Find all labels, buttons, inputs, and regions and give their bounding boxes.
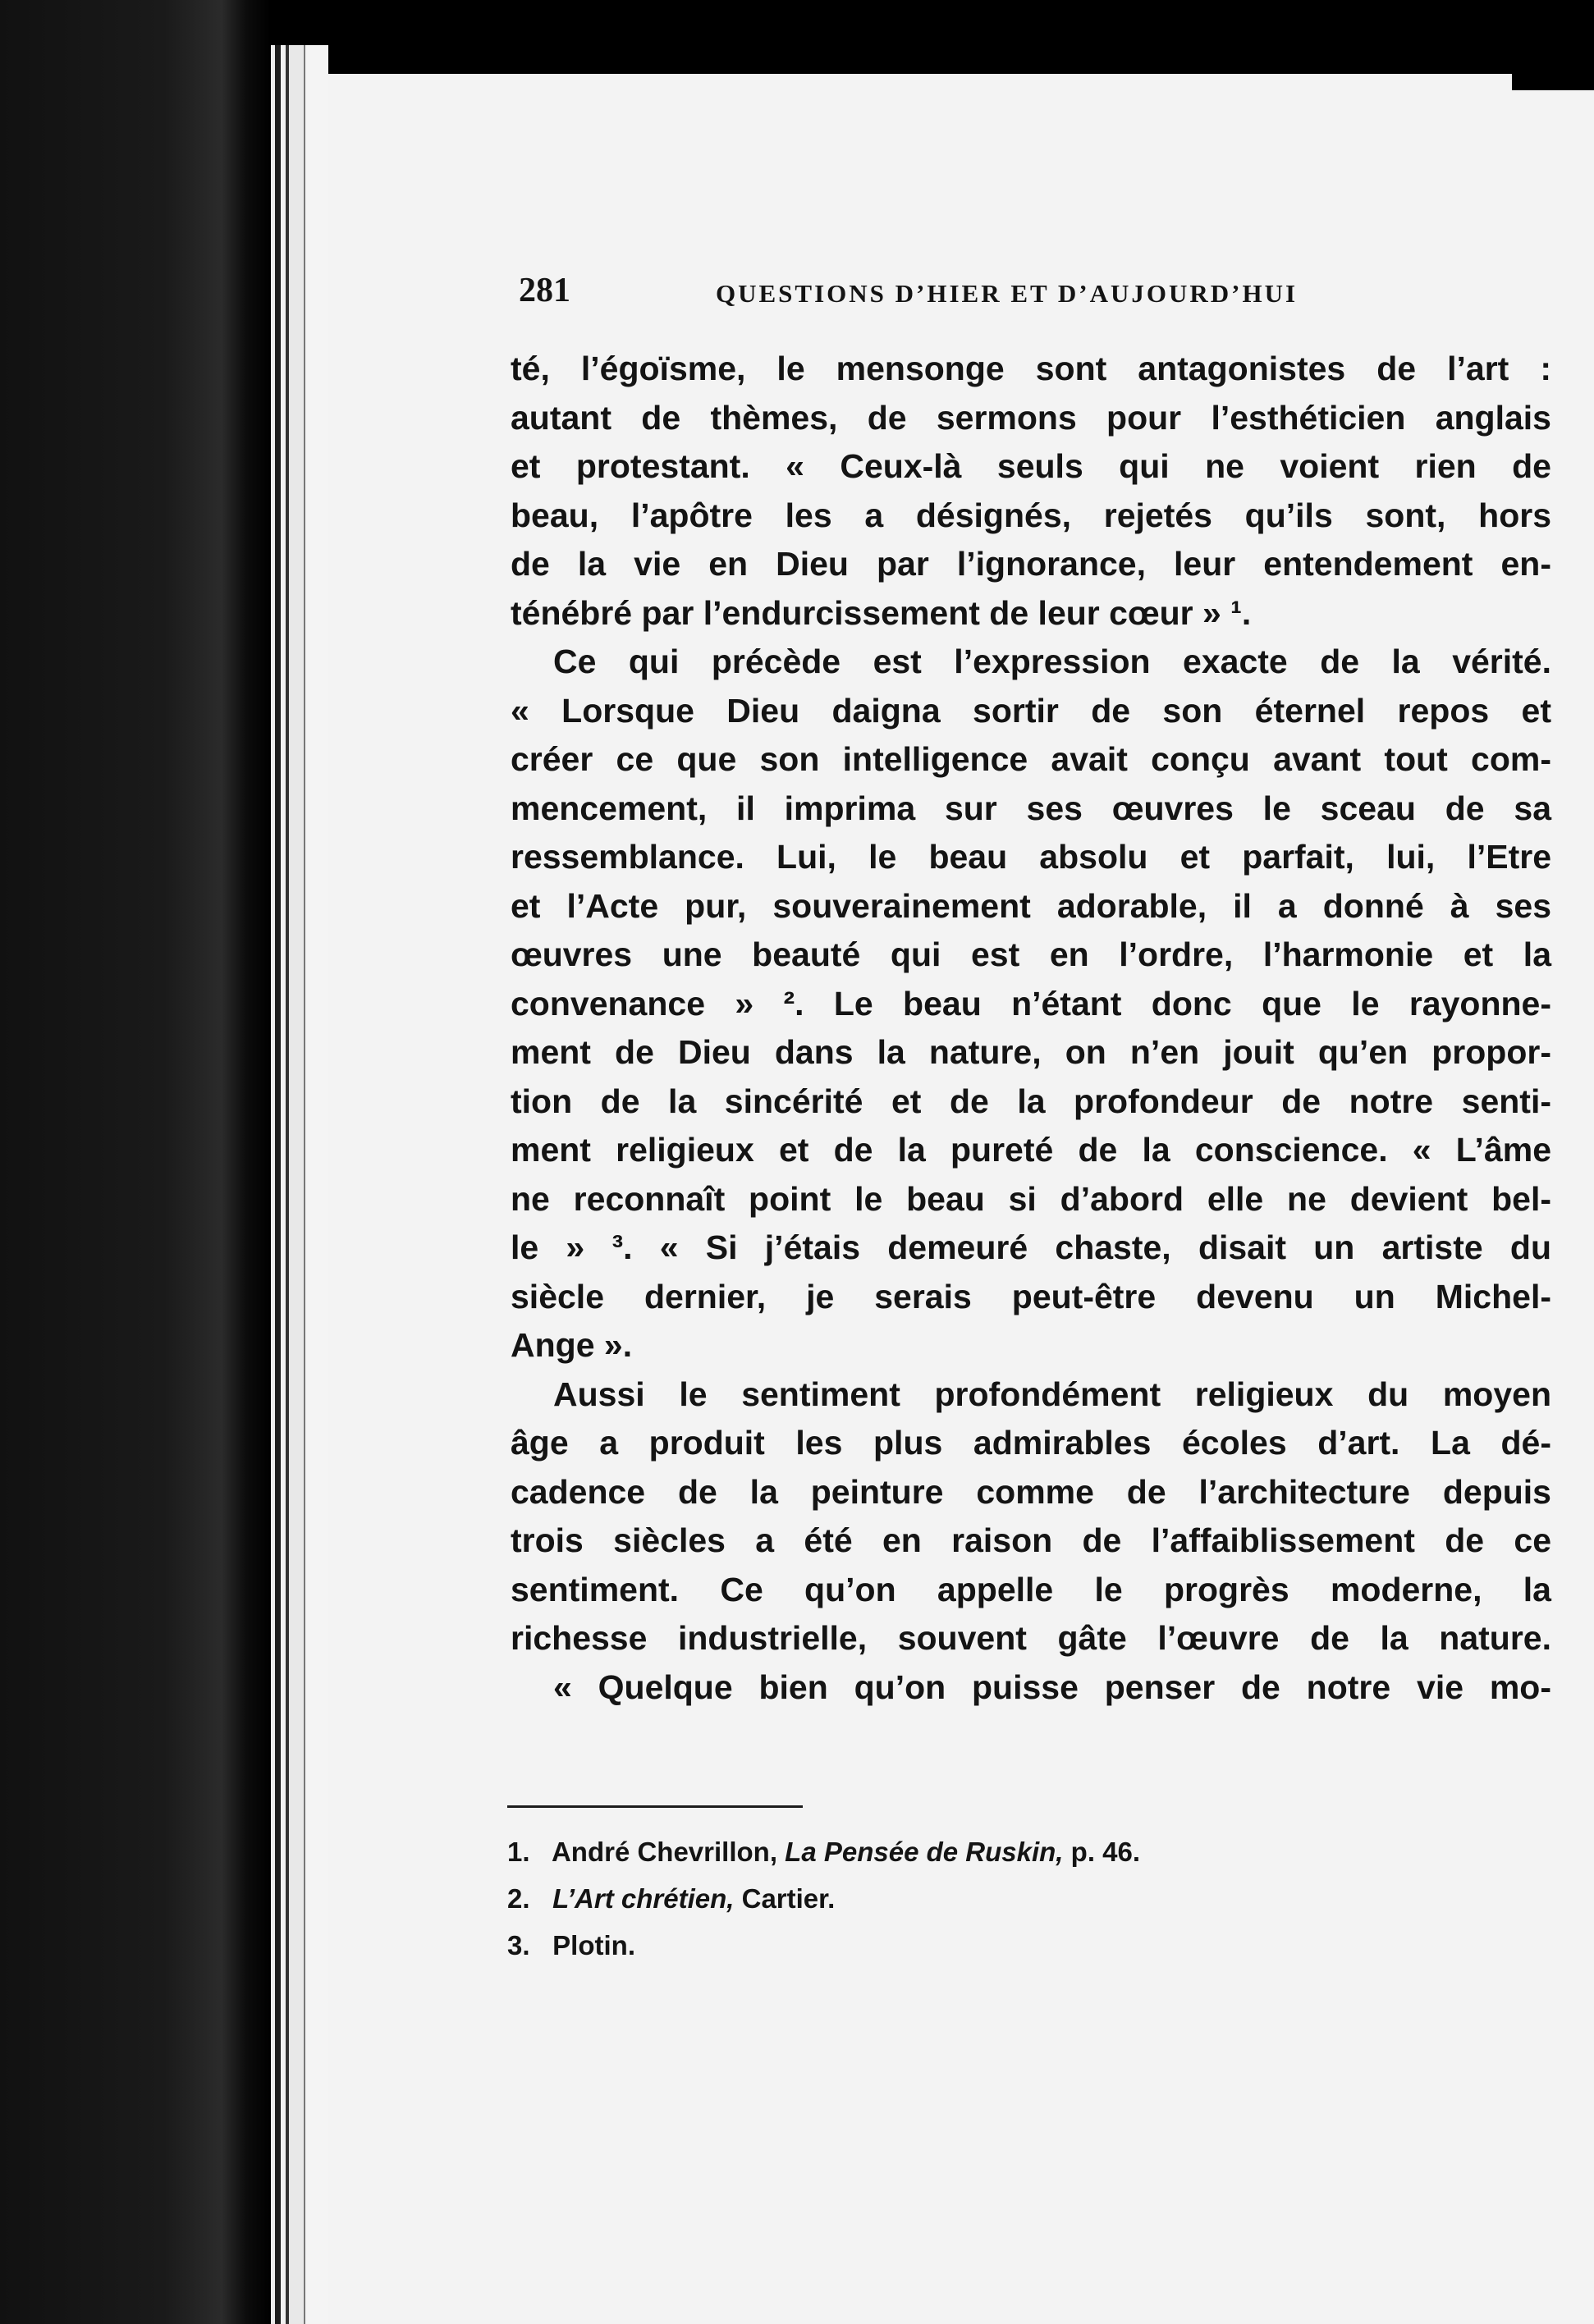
text-line: et l’Acte pur, souverainement adorable, il a donné à ses [511,886,1551,925]
text-line: Ce qui précède est l’expression exacte de la vérité. [553,643,1551,680]
footnote-3 [507,1922,1369,1969]
text-line: ne reconnaît point le beau si d’abord elle ne devient bel- [511,1179,1551,1218]
text-line: sentiment. Ce qu’on appelle le progrès moderne, la [511,1570,1551,1608]
text-line: âge a produit les plus admirables écoles d’art. La dé- [511,1424,1551,1462]
book-binding [271,45,328,2324]
footnote-1 [507,1828,1369,1875]
footnote-rest: Cartier. [741,1883,836,1914]
text-line: beau, l’apôtre les a désignés, rejetés qu’ils sont, hors [511,496,1551,534]
text-line: siècle dernier, je serais peut-être devenu un Michel- [511,1277,1551,1315]
footnote-rest: p. 46. [1070,1837,1141,1867]
text-line: richesse industrielle, souvent gâte l’œuvre de la nature. [511,1619,1551,1657]
text-line: ressemblance. Lui, le beau absolu et parfait, lui, l’Etre [511,838,1551,876]
body-text [511,345,1551,1712]
text-line: de la vie en Dieu par l’ignorance, leur entendement en- [511,545,1551,583]
footnote-title: La Pensée de Ruskin, [785,1837,1064,1867]
text-line: Ange ». [511,1326,633,1364]
text-line: « Quelque bien qu’on puisse penser de notre vie mo- [553,1668,1551,1706]
text-line: cadence de la peinture comme de l’architecture depuis [511,1472,1551,1511]
text-line: tion de la sincérité et de la profondeur de notre senti- [511,1082,1551,1120]
footnotes [507,1828,1369,1969]
text-line: et protestant. « Ceux-là seuls qui ne voient rien de [511,447,1551,485]
footnote-number: 1. [507,1837,530,1867]
text-line: convenance » ². Le beau n’étant donc que le rayonne- [511,984,1551,1022]
footnote-number: 3. [507,1930,530,1960]
text-line: mencement, il imprima sur ses œuvres le sceau de sa [511,789,1551,827]
footnote-author: André Chevrillon, [551,1837,777,1867]
text-line: œuvres une beauté qui est en l’ordre, l’harmonie et la [511,936,1551,973]
text-line: ment religieux et de la pureté de la conscience. « L’âme [511,1131,1551,1169]
scan-dark-margin [0,0,271,2324]
text-line: ténébré par l’endurcissement de leur cœur » ¹. [511,593,1252,632]
text-line: le » ³. « Si j’étais demeuré chaste, disait un artiste du [511,1228,1551,1266]
footnote-author: Plotin. [552,1930,635,1960]
text-line: autant de thèmes, de sermons pour l’esthéticien anglais [511,398,1551,437]
footnote-title: L’Art chrétien, [552,1883,735,1914]
text-line: « Lorsque Dieu daigna sortir de son éternel repos et [511,691,1551,730]
page-number: 281 [519,272,570,309]
text-line: té, l’égoïsme, le mensonge sont antagonistes de l’art : [511,350,1551,387]
scan-corner-shadow [1512,0,1594,90]
text-line: ment de Dieu dans la nature, on n’en jouit qu’en propor- [511,1033,1551,1071]
running-header [519,271,1389,312]
footnote-divider [507,1805,803,1808]
footnote-number: 2. [507,1883,530,1914]
footnote-2 [507,1875,1369,1922]
text-line: trois siècles a été en raison de l’affaiblissement de ce [511,1521,1551,1559]
running-title: QUESTIONS D’HIER ET D’AUJOURD’HUI [716,279,1299,308]
text-line: créer ce que son intelligence avait conçu avant tout com- [511,740,1551,778]
text-line: Aussi le sentiment profondément religieux du moyen [553,1375,1551,1413]
